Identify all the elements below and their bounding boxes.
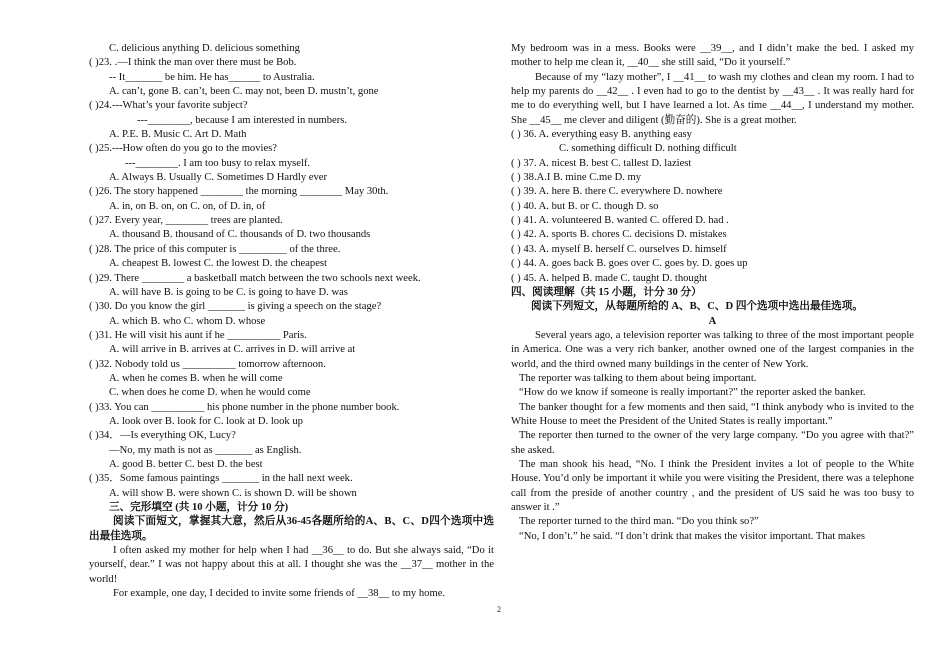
question-line: ( )33. You can __________ his phone number in the phone number book. [89, 401, 400, 413]
question-line: ( )24.---What’s your favorite subject? [89, 100, 248, 112]
question-line: A. P.E. B. Music C. Art D. Math [109, 129, 247, 141]
cloze-passage-2: For example, one day, I decided to invite some friends of __38__ to my home. [113, 588, 446, 600]
cloze-heading: 三、完形填空 (共 10 小题，计分 10 分) [109, 502, 289, 513]
cloze-instruction: 阅读下面短文，掌握其大意，然后从36-45各题所给的A、B、C、D四个选项中选出最佳选项。 [89, 516, 494, 542]
passage-paragraph: The reporter turned to the third man. “Do you think so?” [519, 516, 759, 528]
question-line: A. when he comes B. when he will come [109, 372, 283, 384]
cloze-passage-3: My bedroom was in a mess. Books were __39__, and I didn’t make the bed. I asked my mother to help me clean it, __40__ she still said, “Do it yourself.” [511, 43, 914, 69]
questions-36-45 [511, 128, 914, 286]
question-line: A. can’t, gone B. can’t, been C. may not, been D. mustn’t, gone [109, 86, 379, 98]
passage-paragraph: The reporter then turned to the owner of the very large company. “Do you agree with that?” she asked. [511, 430, 914, 456]
question-line: ( )27. Every year, ________ trees are planted. [89, 215, 283, 227]
question-line: ( ) 38.A.I B. mine C.me D. my [511, 172, 642, 184]
cloze-passage-1: I often asked my mother for help when I had __36__ to do. But she always said, “Do it yourself, dear.” I was not happy about this at all. I thought she was the __37__ mother in the world! [89, 545, 494, 585]
question-line: ( ) 44. A. goes back B. goes over C. goes by. D. goes up [511, 258, 748, 270]
question-line: ( ) 43. A. myself B. herself C. ourselves D. himself [511, 243, 727, 255]
question-line: C. something difficult D. nothing difficult [559, 143, 737, 155]
question-line: ( ) 42. A. sports B. chores C. decisions D. mistakes [511, 229, 727, 241]
question-line: A. Always B. Usually C. Sometimes D Hardly ever [109, 172, 328, 184]
question-line: ( )26. The story happened ________ the morning ________ May 30th. [89, 186, 389, 198]
questions-23-35 [89, 42, 494, 501]
question-line: A. look over B. look for C. look at D. look up [109, 415, 303, 427]
reading-passage-a [511, 329, 914, 544]
question-line: A. thousand B. thousand of C. thousands of D. two thousands [109, 229, 371, 241]
reading-instruction: 阅读下列短文，从每题所给的 A、B、C、D 四个选项中选出最佳选项。 [531, 301, 863, 313]
passage-label: A [708, 315, 717, 327]
question-line: ( ) 41. A. volunteered B. wanted C. offered D. had . [511, 215, 729, 227]
question-line: A. cheapest B. lowest C. the lowest D. the cheapest [109, 258, 327, 270]
question-line: ( )30. Do you know the girl _______ is giving a speech on the stage? [89, 301, 382, 313]
question-line: ( ) 40. A. but B. or C. though D. so [511, 200, 659, 212]
question-line: ( )28. The price of this computer is _________ of the three. [89, 243, 341, 255]
passage-paragraph: The reporter was talking to them about being important. [519, 372, 757, 384]
question-line: ( ) 39. A. here B. there C. everywhere D. nowhere [511, 186, 723, 198]
question-line: A. will show B. were shown C. is shown D. will be shown [109, 487, 357, 499]
question-line: ( ) 45. A. helped B. made C. taught D. thought [511, 272, 708, 284]
question-line: ( )31. He will visit his aunt if he __________ Paris. [89, 329, 307, 341]
question-line: —No, my math is not as _______ as English. [109, 444, 302, 456]
right-column [511, 42, 914, 544]
left-column [89, 42, 494, 601]
question-line: ( )29. There ________ a basketball match between the two schools next week. [89, 272, 421, 284]
question-line: ---________. I am too busy to relax myself. [125, 157, 311, 169]
question-line: A. good B. better C. best D. the best [109, 458, 263, 470]
question-line: A. which B. who C. whom D. whose [109, 315, 266, 327]
question-line: ( )23. .—I think the man over there must be Bob. [89, 57, 297, 69]
passage-paragraph: “How do we know if someone is really important?” the reporter asked the banker. [519, 387, 866, 399]
question-line: A. in, on B. on, on C. on, of D. in, of [109, 200, 266, 212]
passage-paragraph: The banker thought for a few moments and then said, “I think anybody who is invited to the White House to meet the President of the United States is really important.” [511, 401, 914, 427]
passage-paragraph: The man shook his head, “No. I think the President invites a lot of people to the White House. You’d only be important it while you were visiting the President, there was a telephone call from the preside of another country , and the president of US said he was too busy to answer it .” [511, 458, 914, 513]
passage-paragraph: Several years ago, a television reporter was talking to three of the most important people in America. One was a very rich banker, another owned one of the largest companies in the world, and the third owned many buildings in the center of New York. [511, 329, 914, 370]
reading-heading: 四、阅读理解（共 15 小题，计分 30 分） [511, 286, 702, 298]
question-line: ( ) 36. A. everything easy B. anything easy [511, 129, 692, 141]
question-line: A. will have B. is going to be C. is going to have D. was [109, 286, 348, 298]
question-line: ( )35．Some famous paintings _______ in the hall next week. [89, 473, 353, 485]
question-line: ( )25.---How often do you go to the movies? [89, 143, 277, 155]
question-line: ( )34．—Is everything OK, Lucy? [89, 430, 236, 442]
question-line: A. will arrive in B. arrives at C. arrives in D. will arrive at [109, 344, 356, 356]
question-line: ---________, because I am interested in numbers. [137, 114, 348, 126]
cloze-passage-4: Because of my “lazy mother”, I __41__ to wash my clothes and clean my room. I had to help my parents do __42__ . I even had to go to the dentist by __43__ . It was really hard for me to do everything well, but I have learned a lot. As time __44__, I understand my mother. She __45__ me clever and diligent (勤奋的). She is a great mother. [511, 71, 914, 126]
question-line: -- It_______ be him. He has______ to Australia. [109, 71, 315, 83]
passage-paragraph: “No, I don’t.” he said. “I don’t drink that makes the visitor important. That makes [519, 530, 865, 542]
question-line: ( ) 37. A. nicest B. best C. tallest D. laziest [511, 157, 692, 169]
question-line: C. delicious anything D. delicious something [109, 43, 300, 54]
question-line: C. when does he come D. when he would come [109, 387, 311, 399]
question-line: ( )32. Nobody told us __________ tomorrow afternoon. [89, 358, 326, 370]
page-number: 2 [497, 605, 501, 614]
